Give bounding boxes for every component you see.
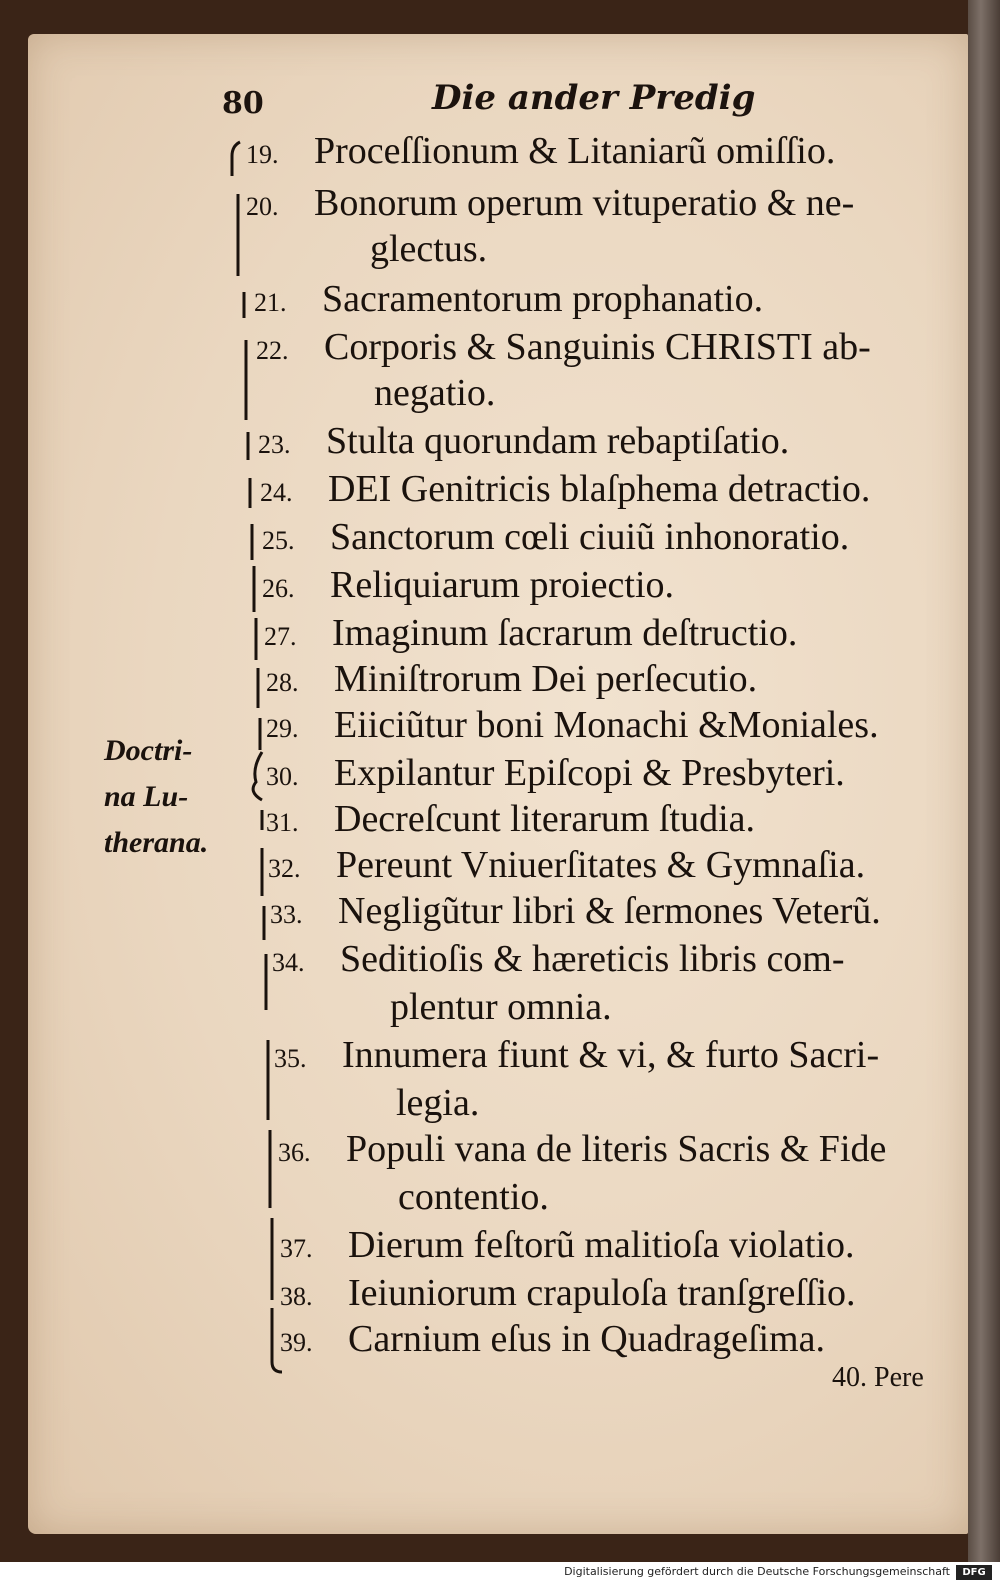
item-number: 32.	[268, 854, 301, 883]
item-number: 25.	[262, 526, 295, 555]
footer	[0, 1562, 1000, 1584]
list-item	[266, 656, 757, 706]
item-number: 24.	[260, 478, 293, 507]
item-number: 31.	[266, 808, 299, 837]
item-number: 34.	[272, 948, 305, 977]
item-text: Negligũtur libri & ſermones Veterũ.	[338, 890, 881, 932]
item-text: Ieiuniorum crapuloſa tranſgreſſio.	[348, 1272, 856, 1314]
item-number: 26.	[262, 574, 295, 603]
running-head-title: Die ander Predig	[432, 78, 756, 118]
list-item	[278, 1126, 886, 1176]
item-text: Stulta quorundam rebaptiſatio.	[326, 420, 790, 462]
dfg-logo: DFG	[956, 1565, 992, 1580]
footer-credit: Digitalisierung gefördert durch die Deutsche Forschungsgemeinschaft	[564, 1565, 950, 1578]
item-continuation: plentur omnia.	[390, 986, 612, 1028]
item-continuation: legia.	[396, 1082, 480, 1124]
list-item	[266, 750, 845, 800]
item-text: Corporis & Sanguinis CHRISTI ab-	[324, 326, 871, 368]
list-item	[274, 1032, 879, 1082]
item-number: 22.	[256, 336, 289, 365]
item-number: 39.	[280, 1328, 313, 1357]
item-text: Imaginum ſacrarum deſtructio.	[332, 612, 798, 654]
catchword: 40. Pere	[832, 1362, 924, 1393]
list-item	[280, 1316, 825, 1366]
list-item	[246, 128, 835, 178]
item-number: 30.	[266, 762, 299, 791]
item-text: Populi vana de literis Sacris & Fide	[346, 1128, 887, 1170]
item-number: 21.	[254, 288, 287, 317]
item-text: DEI Genitricis blaſphema detractio.	[328, 468, 871, 510]
item-text: Carnium eſus in Quadrageſima.	[348, 1318, 825, 1360]
item-number: 27.	[264, 622, 297, 651]
item-text: Dierum feſtorũ malitioſa violatio.	[348, 1224, 855, 1266]
margin-note-line: Doctri-	[104, 734, 193, 767]
page-number: 80	[222, 86, 264, 121]
item-text: Miniſtrorum Dei perſecutio.	[334, 658, 758, 700]
item-text: Sacramentorum prophanatio.	[322, 278, 764, 320]
list-item	[270, 888, 881, 938]
list-item	[258, 418, 789, 468]
item-text: Pereunt Vniuerſitates & Gymnaſia.	[336, 844, 866, 886]
item-number: 33.	[270, 900, 303, 929]
item-number: 19.	[246, 140, 279, 169]
item-number: 23.	[258, 430, 291, 459]
item-text: Decreſcunt literarum ſtudia.	[334, 798, 755, 840]
item-continuation: glectus.	[370, 228, 488, 270]
item-number: 35.	[274, 1044, 307, 1073]
list-item	[254, 276, 763, 326]
item-number: 20.	[246, 192, 279, 221]
item-text: Reliquiarum proiectio.	[330, 564, 675, 606]
item-text: Sanctorum cœli ciuiũ inhonoratio.	[330, 516, 850, 558]
list-item	[280, 1222, 855, 1272]
item-number: 38.	[280, 1282, 313, 1311]
item-continuation: negatio.	[374, 372, 496, 414]
list-item	[268, 842, 865, 892]
list-item	[262, 562, 674, 612]
item-number: 28.	[266, 668, 299, 697]
list-item	[266, 702, 879, 752]
list-item	[260, 466, 870, 516]
item-text: Bonorum operum vituperatio & ne-	[314, 182, 855, 224]
item-number: 37.	[280, 1234, 313, 1263]
list-item	[280, 1270, 856, 1320]
list-item	[256, 324, 871, 374]
list-item	[262, 514, 849, 564]
item-text: Eiiciũtur boni Monachi &Moniales.	[334, 704, 879, 746]
margin-note-line: therana.	[104, 826, 209, 859]
item-text: Seditioſis & hæreticis libris com-	[340, 938, 845, 980]
item-text: Expilantur Epiſcopi & Presbyteri.	[334, 752, 845, 794]
item-continuation: contentio.	[398, 1176, 549, 1218]
item-text: Proceſſionum & Litaniarũ omiſſio.	[314, 130, 836, 172]
margin-note	[104, 728, 244, 866]
list-item	[246, 180, 854, 230]
list-item	[266, 796, 755, 846]
item-number: 36.	[278, 1138, 311, 1167]
item-number: 29.	[266, 714, 299, 743]
margin-note-line: na Lu-	[104, 780, 189, 813]
list-item	[264, 610, 797, 660]
item-text: Innumera fiunt & vi, & furto Sacri-	[342, 1034, 880, 1076]
list-item	[272, 936, 845, 986]
